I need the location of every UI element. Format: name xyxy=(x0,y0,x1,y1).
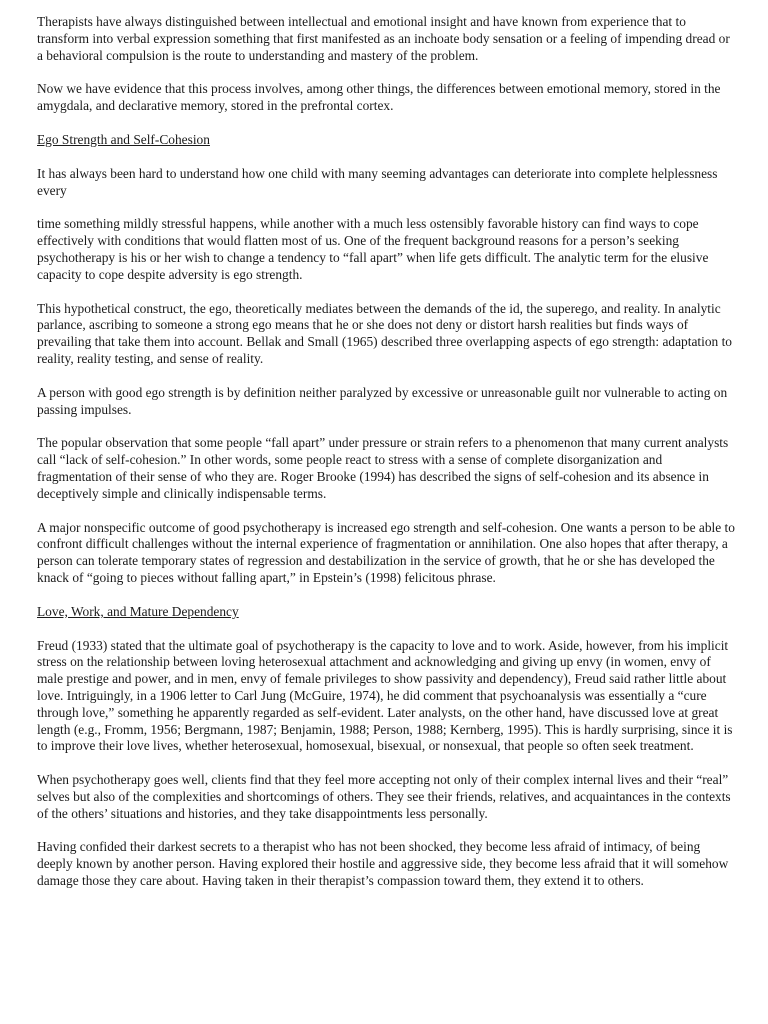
paragraph-self-cohesion: The popular observation that some people “fall apart” under pressure or strain refers to a phenomenon that many current analysts call “lack of self-cohesion.” In other words, some people react to stress with a sense of complete disorganization and fragmentation of their sense of who they are. Roger Brooke (1994) has described the signs of self-cohesion and its absence in deceptively simple and clinically indispensable terms. xyxy=(37,435,729,501)
section-heading-ego-strength: Ego Strength and Self-Cohesion xyxy=(37,131,210,147)
paragraph-memory: Now we have evidence that this process involves, among other things, the differences between emotional memory, stored in the amygdala, and declarative memory, stored in the prefrontal cortex. xyxy=(37,81,721,114)
paragraph-good-ego-strength: A person with good ego strength is by definition neither paralyzed by excessive or unreasonable guilt nor vulnerable to acting on passing impulses. xyxy=(37,384,728,417)
paragraph-acceptance: When psychotherapy goes well, clients find that they feel more accepting not only of their complex internal lives and their “real” selves but also of the complexities and shortcomings of others. They see their friends, relatives, and acquaintances in the contexts of the others’ situations and histories, and they take disappointments less personally. xyxy=(37,772,731,821)
document-page xyxy=(37,14,737,907)
paragraph-ego-construct: This hypothetical construct, the ego, theoretically mediates between the demands of the id, the superego, and reality. In analytic parlance, ascribing to someone a strong ego means that he or she does not deny or distort harsh realities but finds ways of prevailing that take them into account. Bellak and Small (1965) described three overlapping aspects of ego strength: adaptation to reality, reality testing, and sense of reality. xyxy=(37,300,732,366)
paragraph-intimacy: Having confided their darkest secrets to a therapist who has not been shocked, they become less afraid of intimacy, of being deeply known by another person. Having explored their hostile and aggressive side, they become less afraid that it will somehow damage those they care about. Having taken in their therapist’s compassion toward them, they extend it to others. xyxy=(37,839,729,889)
paragraph-insight: Therapists have always distinguished between intellectual and emotional insight and have known from experience that to transform into verbal expression something that first manifested as an inchoate body sensation or a feeling of impending dread or a behavioral compulsion is the route to understanding and mastery of the problem. xyxy=(37,14,730,63)
paragraph-therapy-outcome: A major nonspecific outcome of good psychotherapy is increased ego strength and self-cohesion. One wants a person to be able to confront difficult challenges without the internal experience of fragmentation or annihilation. One also hopes that after therapy, a person can tolerate temporary states of regression and destabilization in the service of growth, that he or she has developed the knack of “going to pieces without falling apart,” in Epstein’s (1998) felicitous phrase. xyxy=(37,519,735,585)
paragraph-freud-love: Freud (1933) stated that the ultimate goal of psychotherapy is the capacity to love and to work. Aside, however, from his implicit stress on the relationship between loving heterosexual attachment and acknowledging and giving up envy (in women, envy of male prestige and power, and in men, envy of female privileges to show passivity and dependency), Freud said rather little about love. Intriguingly, in a 1906 letter to Carl Jung (McGuire, 1974), he did comment that psychoanalysis was essentially a “cure through love,” something he apparently regarded as self-evident. Later analysts, on the other hand, have discussed love at great length (e.g., Fromm, 1956; Bergmann, 1987; Benjamin, 1988; Person, 1988; Kernberg, 1995). This is hardly surprising, since it is to improve their love lives, whether heterosexual, homosexual, bisexual, or nonsexual, that people so often seek treatment. xyxy=(37,637,733,754)
section-heading-love-work: Love, Work, and Mature Dependency xyxy=(37,603,239,619)
paragraph-helplessness: It has always been hard to understand how one child with many seeming advantages can deteriorate into complete helplessness every xyxy=(37,165,718,198)
paragraph-coping: time something mildly stressful happens, while another with a much less ostensibly favorable history can find ways to cope effectively with conditions that would flatten most of us. One of the frequent background reasons for a person’s seeking psychotherapy is his or her wish to change a tendency to “fall apart” when life gets difficult. The analytic term for the elusive capacity to cope despite adversity is ego strength. xyxy=(37,216,709,282)
